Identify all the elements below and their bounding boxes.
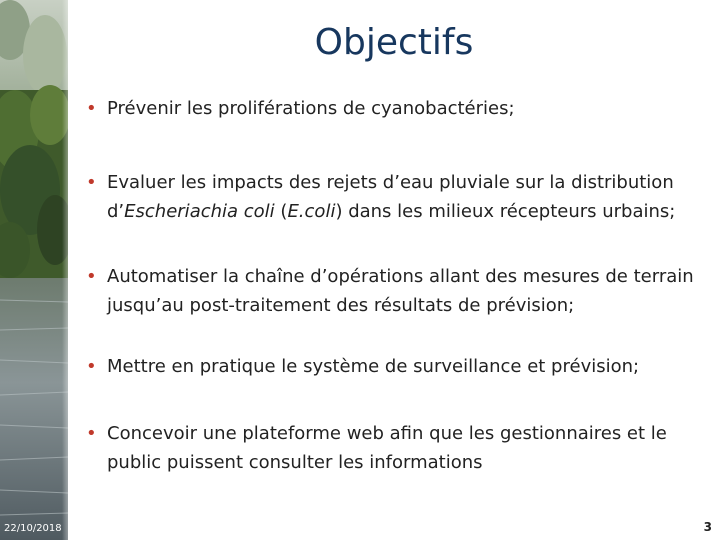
bullet-text-italic: Escheriachia coli (124, 201, 275, 222)
bullet-text-part: ( (274, 201, 288, 222)
bullet-text-italic: E.coli (287, 201, 336, 222)
bullet-dot-icon: • (86, 98, 97, 119)
bullet-text: Automatiser la chaîne d’opérations allant des mesures de terrain jusqu’au post-traitement des résultats de prévision; (107, 266, 694, 316)
bullet-text: Concevoir une plateforme web afin que les gestionnaires et le public puissent consulter les informations (107, 423, 667, 473)
bullet-item (84, 352, 704, 381)
bullet-dot-icon: • (86, 266, 97, 287)
bullet-text-part: ) dans les milieux récepteurs urbains; (335, 201, 676, 222)
page-number: 3 (703, 520, 712, 534)
objectives-list (84, 94, 704, 477)
bullet-item (84, 419, 704, 477)
bullet-text-part: Evaluer les impacts des rejets d’eau pluviale sur la distribution d’ (107, 172, 674, 222)
bullet-dot-icon: • (86, 356, 97, 377)
bullet-dot-icon: • (86, 172, 97, 193)
photo-fade-edge (62, 0, 78, 540)
bullet-item (84, 94, 704, 123)
bullet-dot-icon: • (86, 423, 97, 444)
slide-title: Objectifs (314, 22, 474, 63)
bullet-item (84, 168, 704, 226)
lakeside-photo-icon (0, 0, 68, 540)
bullet-item (84, 262, 704, 320)
slide-date: 22/10/2018 (4, 523, 62, 534)
bullet-text: Prévenir les proliférations de cyanobactéries; (107, 98, 515, 119)
bullet-text: Mettre en pratique le système de surveillance et prévision; (107, 356, 640, 377)
